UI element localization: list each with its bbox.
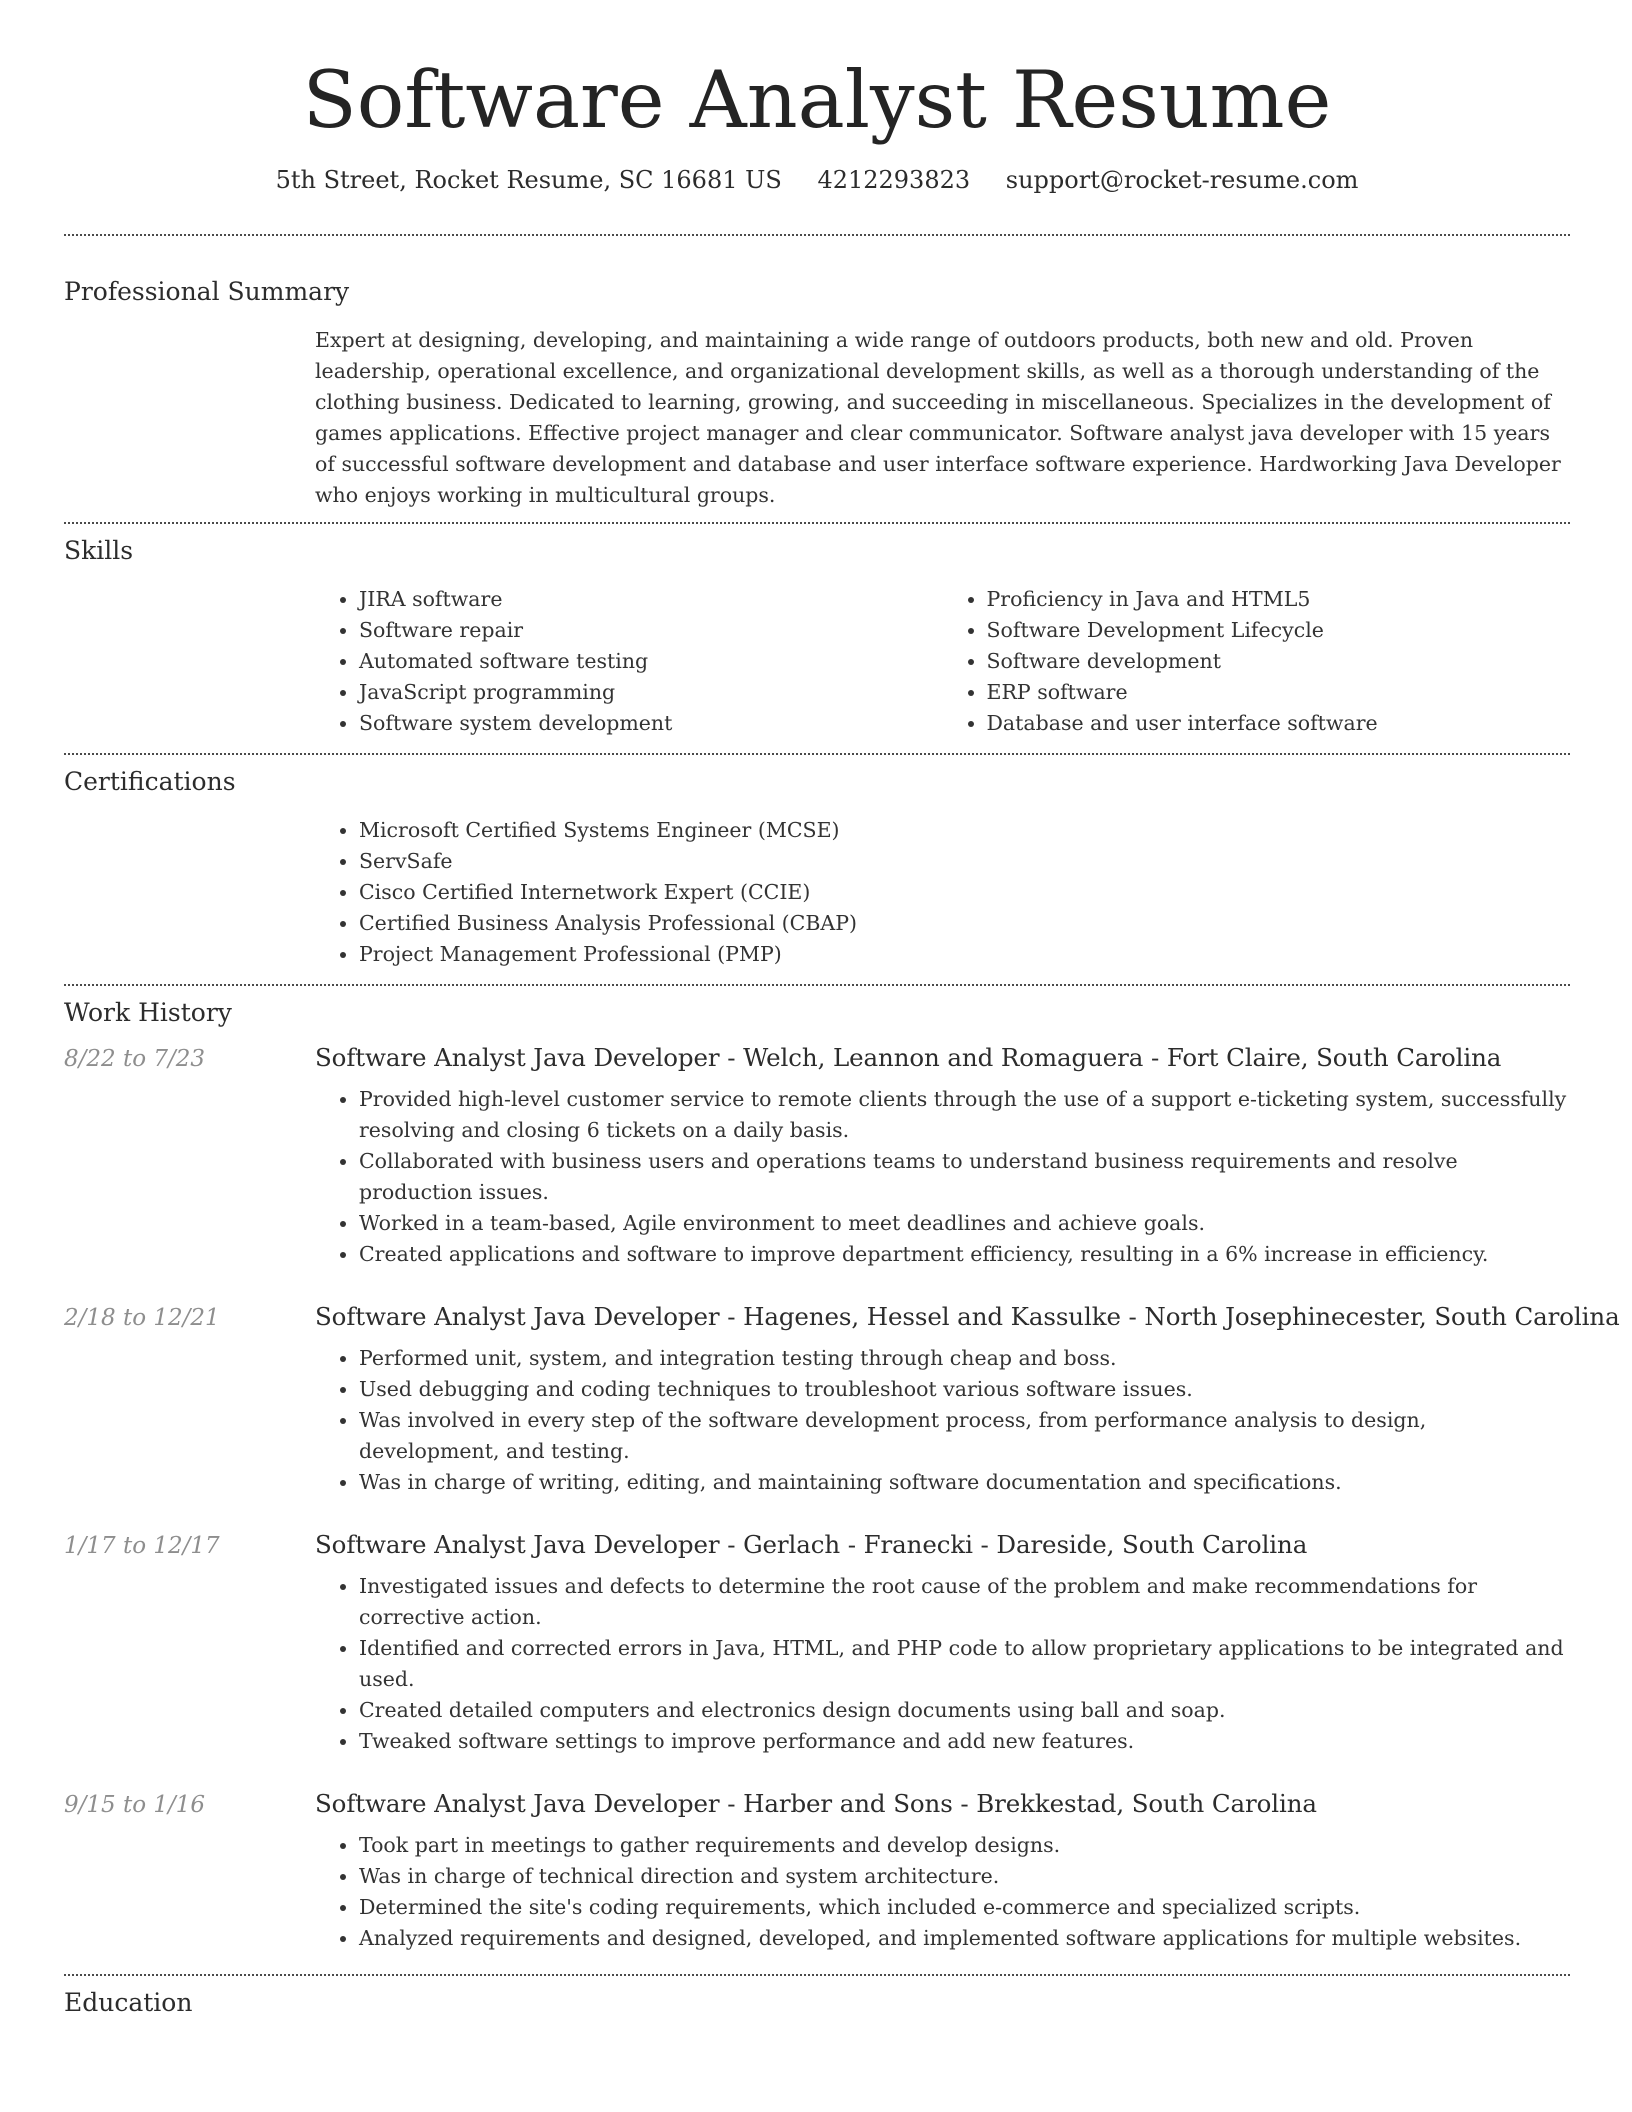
- resume-title: Software Analyst Resume: [302, 54, 1332, 146]
- job-header: [64, 1043, 1570, 1072]
- list-item: • Software repair: [359, 615, 943, 646]
- job-header: [64, 1530, 1570, 1559]
- list-item: • Took part in meetings to gather requirements and develop designs.: [359, 1830, 1570, 1861]
- job-entry: [64, 1302, 1620, 1498]
- job-bullet-list: [315, 1830, 1570, 1954]
- list-item: • Certified Business Analysis Professional (CBAP): [359, 908, 1570, 939]
- list-item: • JavaScript programming: [359, 677, 943, 708]
- job-bullet-list: [315, 1084, 1570, 1270]
- contact-phone: 4212293823: [817, 166, 971, 194]
- job-date: 9/15 to 1/16: [64, 1792, 206, 1818]
- list-item: • Database and user interface software: [987, 708, 1571, 739]
- section-divider: [64, 1974, 1570, 1976]
- list-item: • Software development: [987, 646, 1571, 677]
- list-item: • Cisco Certified Internetwork Expert (CCIE): [359, 877, 1570, 908]
- job-date: 8/22 to 7/23: [64, 1046, 206, 1072]
- job-date: 2/18 to 12/21: [64, 1305, 220, 1331]
- list-item: • Project Management Professional (PMP): [359, 939, 1570, 970]
- list-item: • Was involved in every step of the software development process, from performance analysis to design, development, and testing.: [359, 1405, 1570, 1467]
- job-header: [64, 1789, 1570, 1818]
- contact-address: 5th Street, Rocket Resume, SC 16681 US: [275, 166, 782, 194]
- list-item: • Created applications and software to improve department efficiency, resulting in a 6% increase in efficiency.: [359, 1239, 1570, 1270]
- list-item: • Software Development Lifecycle: [987, 615, 1571, 646]
- section-heading-summary: Professional Summary: [64, 277, 350, 306]
- summary-text: Expert at designing, developing, and maintaining a wide range of outdoors products, both new and old. Proven leadership, operational excellence, and organizational development skills, as well as a thorough understanding of the clothing business. Dedicated to learning, growing, and succeeding in miscellaneous. Specializes in the development of games applications. Effective project manager and clear communicator. Software analyst java developer with 15 years of successful software development and database and user interface software experience. Hardworking Java Developer who enjoys working in multicultural groups.: [315, 328, 1561, 507]
- list-item: • Determined the site's coding requirements, which included e-commerce and specialized scripts.: [359, 1892, 1570, 1923]
- list-item: • JIRA software: [359, 584, 943, 615]
- list-item: • Investigated issues and defects to determine the root cause of the problem and make recommendations for corrective action.: [359, 1571, 1570, 1633]
- list-item: • Microsoft Certified Systems Engineer (MCSE): [359, 815, 1570, 846]
- list-item: • Created detailed computers and electronics design documents using ball and soap.: [359, 1695, 1570, 1726]
- list-item: • Was in charge of writing, editing, and maintaining software documentation and specifications.: [359, 1467, 1570, 1498]
- list-item: • Worked in a team-based, Agile environment to meet deadlines and achieve goals.: [359, 1208, 1570, 1239]
- list-item: • Automated software testing: [359, 646, 943, 677]
- job-header: [64, 1302, 1620, 1331]
- section-divider: [64, 234, 1570, 236]
- job-bullet-list: [315, 1343, 1570, 1498]
- job-title: Software Analyst Java Developer - Harber and Sons - Brekkestad, South Carolina: [315, 1789, 1317, 1818]
- list-item: • Proficiency in Java and HTML5: [987, 584, 1571, 615]
- certifications-block: [315, 815, 1570, 970]
- job-bullet-list: [315, 1571, 1570, 1757]
- list-item: • Was in charge of technical direction and system architecture.: [359, 1861, 1570, 1892]
- job-bullets: [315, 1343, 1570, 1498]
- list-item: • ServSafe: [359, 846, 1570, 877]
- job-title: Software Analyst Java Developer - Gerlach - Franecki - Dareside, South Carolina: [315, 1530, 1308, 1559]
- job-entry: [64, 1789, 1570, 1954]
- section-divider: [64, 522, 1570, 524]
- job-title: Software Analyst Java Developer - Welch, Leannon and Romaguera - Fort Claire, South Carolina: [315, 1043, 1502, 1072]
- job-entry: [64, 1530, 1570, 1757]
- list-item: • Performed unit, system, and integration testing through cheap and boss.: [359, 1343, 1570, 1374]
- skills-grid: [315, 584, 1570, 739]
- job-bullets: [315, 1571, 1570, 1757]
- section-divider: [64, 984, 1570, 986]
- section-divider: [64, 753, 1570, 755]
- section-heading-certifications: Certifications: [64, 767, 236, 796]
- list-item: • Software system development: [359, 708, 943, 739]
- list-item: • Used debugging and coding techniques to troubleshoot various software issues.: [359, 1374, 1570, 1405]
- section-heading-skills: Skills: [64, 536, 134, 565]
- skills-list-left: [315, 584, 943, 739]
- job-bullets: [315, 1830, 1570, 1954]
- job-title: Software Analyst Java Developer - Hagenes, Hessel and Kassulke - North Josephinecester, South Carolina: [315, 1302, 1620, 1331]
- skills-list-right: [943, 584, 1571, 739]
- list-item: • ERP software: [987, 677, 1571, 708]
- section-heading-education: Education: [64, 1988, 193, 2017]
- list-item: • Analyzed requirements and designed, developed, and implemented software applications for multiple websites.: [359, 1923, 1570, 1954]
- resume-page: [64, 0, 1620, 2019]
- contact-email: support@rocket-resume.com: [1005, 166, 1359, 194]
- contact-line: [64, 164, 1570, 196]
- job-entry: [64, 1043, 1570, 1270]
- list-item: • Tweaked software settings to improve performance and add new features.: [359, 1726, 1570, 1757]
- list-item: • Collaborated with business users and operations teams to understand business requirements and resolve production issues.: [359, 1146, 1570, 1208]
- list-item: • Identified and corrected errors in Java, HTML, and PHP code to allow proprietary applications to be integrated and used.: [359, 1633, 1570, 1695]
- job-date: 1/17 to 12/17: [64, 1533, 220, 1559]
- section-heading-work-history: Work History: [64, 998, 232, 1027]
- certifications-list: [315, 815, 1570, 970]
- job-bullets: [315, 1084, 1570, 1270]
- list-item: • Provided high-level customer service to remote clients through the use of a support e-ticketing system, successfully resolving and closing 6 tickets on a daily basis.: [359, 1084, 1570, 1146]
